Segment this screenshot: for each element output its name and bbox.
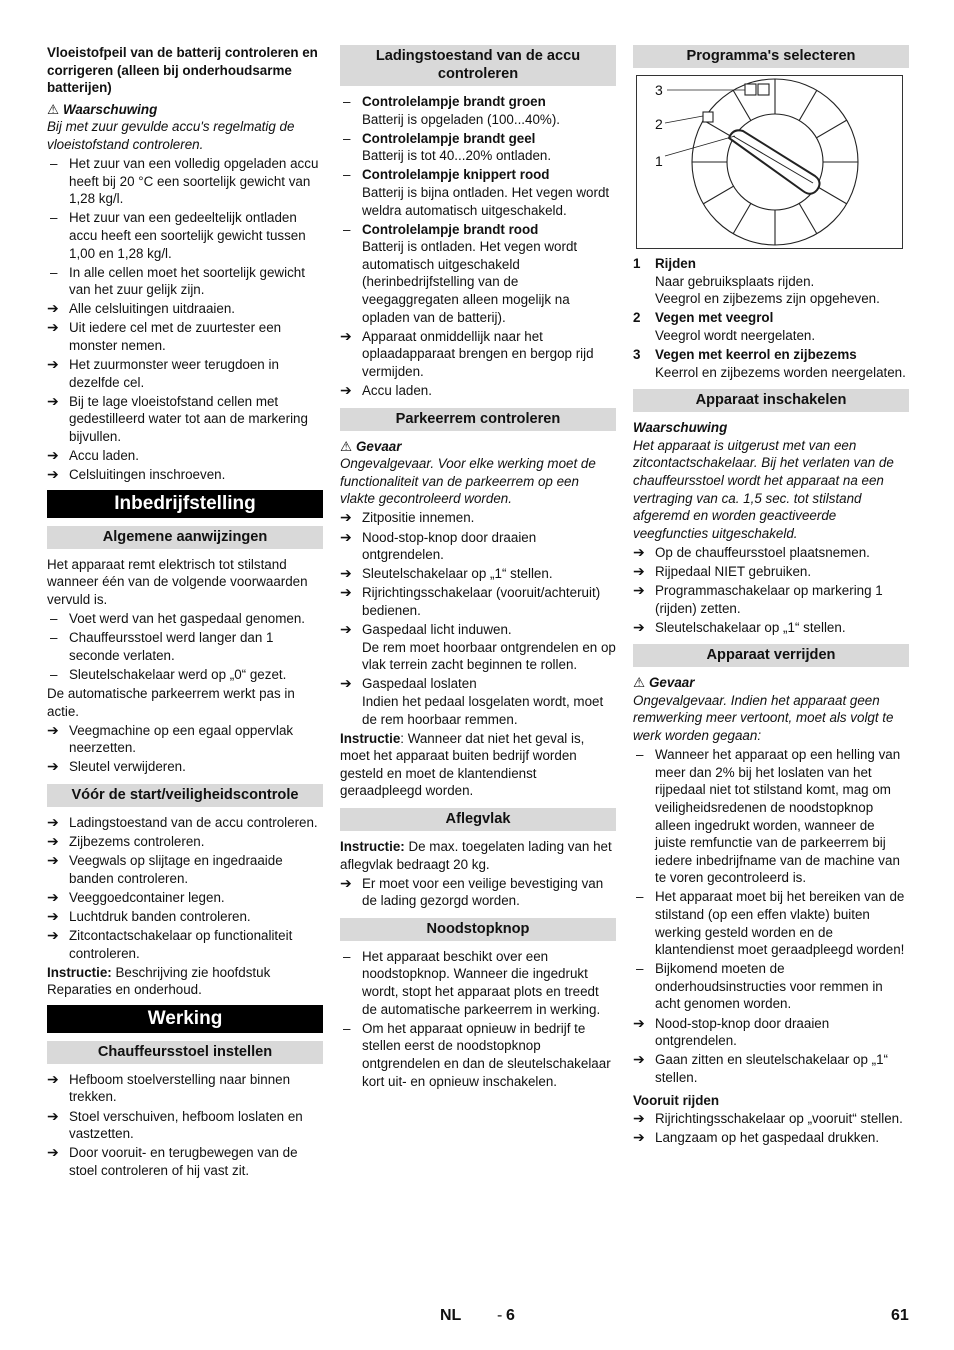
list-item-text: Celsluitingen inschroeven. xyxy=(69,467,226,483)
list-item-text: Luchtdruk banden controleren. xyxy=(69,908,251,924)
footer-language: NL xyxy=(440,1307,462,1324)
list-item xyxy=(340,93,616,128)
dash-icon: – xyxy=(636,889,644,905)
arrow-icon: ➔ xyxy=(47,852,59,869)
dash-icon: – xyxy=(343,94,351,109)
list-item xyxy=(340,1020,616,1090)
subheading-vooruit-rijden: Vooruit rijden xyxy=(633,1093,720,1109)
list-item xyxy=(47,610,323,628)
arrow-icon: ➔ xyxy=(47,832,59,849)
footer-page-number xyxy=(498,1307,515,1325)
lamp-label: Controlelampje brandt groen xyxy=(362,94,546,109)
list-item-text: Veegmachine op een egaal oppervlak neerzetten. xyxy=(69,722,294,756)
warning-label: Waarschuwing xyxy=(63,101,158,117)
list-item-text: In alle cellen moet het soortelijk gewicht van het zuur gelijk zijn. xyxy=(69,264,305,298)
arrow-icon: ➔ xyxy=(633,562,645,579)
list-item-text: Veeggoedcontainer legen. xyxy=(69,889,225,905)
dash-icon: – xyxy=(50,156,58,172)
list-item xyxy=(633,619,909,637)
list-item xyxy=(47,629,323,664)
lamp-label: Controlelampje brandt rood xyxy=(362,221,539,237)
arrow-icon: ➔ xyxy=(47,356,59,373)
list-item xyxy=(47,155,323,208)
list-item-text: Ladingstoestand van de accu controleren. xyxy=(69,814,318,830)
legend-line: Veegrol en zijbezems zijn opgeheven. xyxy=(655,291,880,307)
list-item-text: Gaspedaal licht induwen. xyxy=(362,622,512,638)
footer-dash: - xyxy=(497,1307,503,1324)
list-item-text: Bij te lage vloeistofstand cellen met gedestilleerd water tot aan de markering bijvullen. xyxy=(69,393,308,444)
section-werking: Werking xyxy=(47,1005,323,1033)
list-item xyxy=(47,852,323,887)
arrow-icon: ➔ xyxy=(47,758,59,775)
list-item-text: Zitcontactschakelaar op functionaliteit controleren. xyxy=(69,927,293,961)
list-item-text: Op de chauffeursstoel plaatsnemen. xyxy=(655,544,870,560)
footer-page-value: 6 xyxy=(506,1307,515,1324)
arrow-icon: ➔ xyxy=(47,926,59,943)
legend-number: 3 xyxy=(633,346,641,362)
warning-text: Bij met zuur gevulde accu's regelmatig de vloeistofstand controleren. xyxy=(47,119,295,152)
arrow-icon: ➔ xyxy=(340,675,352,692)
legend-line: Veegrol wordt neergelaten. xyxy=(655,327,816,343)
dash-icon: – xyxy=(50,666,58,682)
list-item xyxy=(47,447,323,465)
danger-text: Ongevalgevaar. Indien het apparaat geen remwerking meer vertoont, moet als volgt te werk worden gegaan: xyxy=(633,692,894,744)
aflegvlak-text: De max. toegelaten lading van het aflegvlak bedraagt 20 kg. xyxy=(340,838,612,872)
list-item-text: Accu laden. xyxy=(362,383,432,398)
heading-ladingstoestand: Ladingstoestand van de accu controleren xyxy=(340,45,616,86)
list-item-text: Voet werd van het gaspedaal genomen. xyxy=(69,611,305,627)
lamp-text: Batterij is opgeladen (100...40%). xyxy=(362,111,561,127)
list-item xyxy=(633,1110,909,1128)
list-item xyxy=(47,300,323,318)
heading-programmas: Programma's selecteren xyxy=(633,45,909,68)
list-item xyxy=(633,563,909,581)
dash-icon: – xyxy=(50,630,58,646)
column-2 xyxy=(340,44,616,1092)
dash-icon: – xyxy=(636,961,644,977)
list-item-text: Gaspedaal loslaten xyxy=(362,676,477,692)
list-item-text: Zijbezems controleren. xyxy=(69,833,205,849)
heading-apparaat-verrijden: Apparaat verrijden xyxy=(633,644,909,667)
callout-3: 3 xyxy=(655,82,663,98)
danger-label: Gevaar xyxy=(649,675,695,691)
callout-1: 1 xyxy=(655,153,663,169)
danger-heading xyxy=(633,674,909,692)
list-item-text: Rijpedaal NIET gebruiken. xyxy=(655,563,812,579)
list-item xyxy=(633,746,909,887)
list-item-text: Rijrichtingsschakelaar (vooruit/achteruit) bedienen. xyxy=(362,585,601,618)
rem-text: De rem moet hoorbaar ontgrendelen en op vlak terrein zacht beginnen te rollen. xyxy=(362,639,616,673)
arrow-icon: ➔ xyxy=(340,509,352,526)
warning-label: Waarschuwing xyxy=(633,420,728,436)
list-item xyxy=(340,382,616,400)
danger-heading xyxy=(340,438,616,456)
arrow-icon: ➔ xyxy=(47,319,59,336)
warning-triangle-icon: ⚠ xyxy=(47,101,60,117)
heading-noodstopknop: Noodstopknop xyxy=(340,918,616,941)
list-item xyxy=(340,166,616,219)
list-item xyxy=(340,509,616,527)
list-item-text: Gaan zitten en sleutelschakelaar op „1“ stellen. xyxy=(655,1052,888,1085)
list-item-text: Chauffeursstoel werd langer dan 1 seconde verlaten. xyxy=(69,630,274,663)
list-item-text: Sleutelschakelaar werd op „0“ gezet. xyxy=(69,666,287,682)
arrow-icon: ➔ xyxy=(633,582,645,598)
program-dial-illustration xyxy=(637,76,902,248)
instructie-text: Beschrijving zie hoofdstuk Reparaties en onderhoud. xyxy=(47,964,271,998)
list-item xyxy=(340,948,616,1018)
dash-icon: – xyxy=(343,167,351,183)
dash-icon: – xyxy=(343,221,351,237)
footer-total-page: 61 xyxy=(891,1307,909,1324)
arrow-icon: ➔ xyxy=(633,1110,645,1127)
dash-icon: – xyxy=(50,210,58,226)
list-item-text: Programmaschakelaar op markering 1 (rijden) zetten. xyxy=(655,583,883,616)
arrow-icon: ➔ xyxy=(633,1014,645,1031)
dash-icon: – xyxy=(343,948,351,964)
list-item-text: Stoel verschuiven, hefboom loslaten en vastzetten. xyxy=(69,1108,303,1142)
aflegvlak-paragraph xyxy=(340,838,616,873)
arrow-icon: ➔ xyxy=(633,618,645,635)
heading-chauffeursstoel: Chauffeursstoel instellen xyxy=(47,1041,323,1064)
column-3 xyxy=(633,44,909,1148)
list-item-text: Uit iedere cel met de zuurtester een monster nemen. xyxy=(69,320,282,353)
list-item xyxy=(633,960,909,1013)
arrow-icon: ➔ xyxy=(47,466,59,483)
warning-heading xyxy=(47,101,323,119)
lamp-label: Controlelampje brandt geel xyxy=(362,130,536,146)
list-item-text: Nood-stop-knop door draaien ontgrendelen. xyxy=(655,1015,830,1049)
arrow-icon: ➔ xyxy=(47,813,59,830)
list-item xyxy=(47,319,323,354)
dash-icon: – xyxy=(343,1020,351,1036)
list-item xyxy=(47,209,323,262)
list-item xyxy=(47,1071,323,1106)
list-item xyxy=(633,544,909,562)
gaspedaal-text: Indien het pedaal losgelaten wordt, moet de rem hoorbaar remmen. xyxy=(362,693,604,727)
callout-2: 2 xyxy=(655,116,663,132)
arrow-icon: ➔ xyxy=(340,327,352,344)
legend-number: 2 xyxy=(633,310,641,326)
legend-item xyxy=(633,255,909,308)
list-item xyxy=(340,565,616,583)
heading-parkeerrem: Parkeerrem controleren xyxy=(340,408,616,431)
list-item xyxy=(47,264,323,299)
arrow-icon: ➔ xyxy=(47,907,59,924)
lamp-text: Batterij is bijna ontladen. Het vegen wordt weldra automatisch uitgeschakeld. xyxy=(362,184,610,218)
dash-icon: – xyxy=(343,130,351,146)
danger-triangle-icon: ⚠ xyxy=(340,438,353,454)
arrow-icon: ➔ xyxy=(340,382,352,398)
heading-apparaat-inschakelen: Apparaat inschakelen xyxy=(633,389,909,412)
arrow-icon: ➔ xyxy=(340,528,352,545)
list-item xyxy=(47,908,323,926)
list-item-text: Het zuurmonster weer terugdoen in dezelfde cel. xyxy=(69,357,279,390)
instructie-paragraph xyxy=(340,730,616,800)
arrow-icon: ➔ xyxy=(340,584,352,601)
list-item xyxy=(47,722,323,757)
list-item xyxy=(47,814,323,832)
lamp-label: Controlelampje knippert rood xyxy=(362,167,550,183)
list-item xyxy=(47,466,323,484)
arrow-icon: ➔ xyxy=(340,565,352,582)
danger-text: Ongevalgevaar. Voor elke werking moet de functionaliteit van de parkeerrem op een vlakte gecontroleerd worden. xyxy=(340,456,596,507)
list-item xyxy=(47,393,323,446)
list-item-text: Nood-stop-knop door draaien ontgrendelen. xyxy=(362,529,537,563)
dash-icon: – xyxy=(636,747,644,763)
list-item-text: Langzaam op het gaspedaal drukken. xyxy=(655,1130,880,1146)
list-item-text: Zitpositie innemen. xyxy=(362,510,475,526)
list-item xyxy=(633,888,909,958)
lamp-text: Batterij is ontladen. Het vegen wordt automatisch uitgeschakeld (herinbedrijfstelling van de veegaggregaten alleen mogelijk na opladen van de batterij). xyxy=(362,239,578,325)
list-item-text: Door vooruit- en terugbewegen van de stoel controleren of hij vast zit. xyxy=(69,1145,298,1178)
list-item xyxy=(340,621,616,674)
list-item xyxy=(47,889,323,907)
list-item-text: Sleutelschakelaar op „1“ stellen. xyxy=(362,566,553,582)
heading-aflegvlak: Aflegvlak xyxy=(340,808,616,831)
list-item-text: Om het apparaat opnieuw in bedrijf te stellen eerst de noodstopknop ontgrendelen en dan de sleutelschakelaar kort uit- en opnieuw inschakelen. xyxy=(362,1020,611,1089)
arrow-icon: ➔ xyxy=(633,543,645,560)
list-item xyxy=(47,758,323,776)
arrow-icon: ➔ xyxy=(633,1051,645,1068)
arrow-icon: ➔ xyxy=(47,721,59,738)
list-item-text: Sleutelschakelaar op „1“ stellen. xyxy=(655,619,846,635)
list-item-text: Rijrichtingsschakelaar op „vooruit“ stellen. xyxy=(655,1111,903,1127)
list-item xyxy=(340,221,616,327)
instructie-text: : Wanneer dat niet het geval is, moet het apparaat buiten bedrijf worden gesteld en moet de klantendienst geraadpleegd worden. xyxy=(340,730,585,799)
legend-title: Rijden xyxy=(655,256,696,271)
legend-number: 1 xyxy=(633,256,641,271)
list-item xyxy=(47,1144,323,1179)
legend-line: Keerrol en zijbezems worden neergelaten. xyxy=(655,364,906,380)
list-item-text: Apparaat onmiddellijk naar het oplaadapparaat brengen en bergop rijd vermijden. xyxy=(362,328,594,379)
instructie-label: Instructie: xyxy=(340,838,405,854)
list-item xyxy=(340,130,616,165)
parkeerrem-text: De automatische parkeerrem werkt pas in actie. xyxy=(47,685,295,719)
arrow-icon: ➔ xyxy=(47,392,59,409)
arrow-icon: ➔ xyxy=(47,1107,59,1124)
list-item-text: Bijkomend moeten de onderhoudsinstructies voor remmen in acht genomen worden. xyxy=(655,961,883,1012)
list-item xyxy=(633,1051,909,1086)
list-item xyxy=(340,328,616,381)
arrow-icon: ➔ xyxy=(47,1070,59,1087)
batterij-title: Vloeistofpeil van de batterij controleren en corrigeren (alleen bij onderhoudsarme batterijen) xyxy=(47,45,318,96)
list-item xyxy=(633,1015,909,1050)
list-item xyxy=(47,666,323,684)
danger-label: Gevaar xyxy=(356,438,402,454)
list-item xyxy=(340,529,616,564)
legend-title: Vegen met veegrol xyxy=(655,310,774,326)
list-item-text: Accu laden. xyxy=(69,448,139,464)
arrow-icon: ➔ xyxy=(340,874,352,891)
arrow-icon: ➔ xyxy=(47,1144,59,1161)
legend-title: Vegen met keerrol en zijbezems xyxy=(655,346,857,362)
list-item xyxy=(47,927,323,962)
arrow-icon: ➔ xyxy=(47,888,59,905)
algemene-text: Het apparaat remt elektrisch tot stilstand wanneer één van de volgende voorwaarden vervuld is. xyxy=(47,556,308,607)
list-item-text: Wanneer het apparaat op een helling van meer dan 2% bij het loslaten van het rijpedaal niet tot stilstand komt, mag om veiligheidsredenen de noodstopknop alleen ingedrukt worden, wanneer de juiste remfunctie van de parkeerrem bij iedere inbedrijfname van de machine van te voren gecontroleerd is. xyxy=(655,747,901,886)
legend-item xyxy=(633,309,909,344)
dash-icon: – xyxy=(50,611,58,627)
warning-text: Het apparaat is uitgerust met van een zitcontactschakelaar. Bij het verlaten van de chauffeursstoel wordt het apparaat na een vertraging van ca. 1,5 sec. tot stilstand afgeremd en worden geactiveerde veegfuncties uitgeschakeld. xyxy=(633,437,894,541)
heading-algemene-aanwijzingen: Algemene aanwijzingen xyxy=(47,526,323,549)
column-1 xyxy=(47,44,323,1181)
danger-triangle-icon: ⚠ xyxy=(633,675,646,691)
list-item-text: Hefboom stoelverstelling naar binnen trekken. xyxy=(69,1071,291,1105)
list-item-text: Het apparaat beschikt over een noodstopknop. Wanneer die ingedrukt wordt, stopt het apparaat plots en treedt de automatische parkeerrem in werking. xyxy=(362,948,601,1017)
legend-line: Naar gebruiksplaats rijden. xyxy=(655,273,815,289)
program-switch-figure xyxy=(636,75,903,249)
instructie-label: Instructie: xyxy=(47,964,112,980)
arrow-icon: ➔ xyxy=(47,447,59,464)
arrow-icon: ➔ xyxy=(340,621,352,638)
lamp-text: Batterij is tot 40...20% ontladen. xyxy=(362,148,552,164)
warning-heading xyxy=(633,419,909,437)
list-item xyxy=(47,833,323,851)
list-item-text: Sleutel verwijderen. xyxy=(69,759,186,775)
list-item xyxy=(340,675,616,728)
list-item-text: Het zuur van een gedeeltelijk ontladen accu heeft een soortelijk gewicht tussen 1,00 en 1,28 kg/l. xyxy=(69,210,306,261)
list-item xyxy=(47,1108,323,1143)
list-item-text: Veegwals op slijtage en ingedraaide banden controleren. xyxy=(69,853,283,886)
list-item xyxy=(633,582,909,617)
dash-icon: – xyxy=(50,264,58,280)
list-item xyxy=(633,1129,909,1147)
list-item-text: Er moet voor een veilige bevestiging van de lading gezorgd worden. xyxy=(362,875,604,909)
list-item xyxy=(340,584,616,619)
section-inbedrijfstelling: Inbedrijfstelling xyxy=(47,490,323,518)
instructie-paragraph xyxy=(47,964,323,999)
arrow-icon: ➔ xyxy=(47,300,59,317)
legend-item xyxy=(633,346,909,381)
list-item-text: Alle celsluitingen uitdraaien. xyxy=(69,301,235,317)
heading-voor-de-start: Vóór de start/veiligheidscontrole xyxy=(47,784,323,807)
list-item-text: Het zuur van een volledig opgeladen accu heeft bij 20 °C een soortelijk gewicht van 1,28 kg/l. xyxy=(69,156,319,207)
list-item xyxy=(340,875,616,910)
instructie-label: Instructie xyxy=(340,730,401,746)
list-item xyxy=(47,356,323,391)
arrow-icon: ➔ xyxy=(633,1129,645,1146)
list-item-text: Het apparaat moet bij het bereiken van de stilstand (op een effen vlakte) buiten werking gesteld worden en de klantendienst moet geraadpleegd worden! xyxy=(655,889,905,958)
